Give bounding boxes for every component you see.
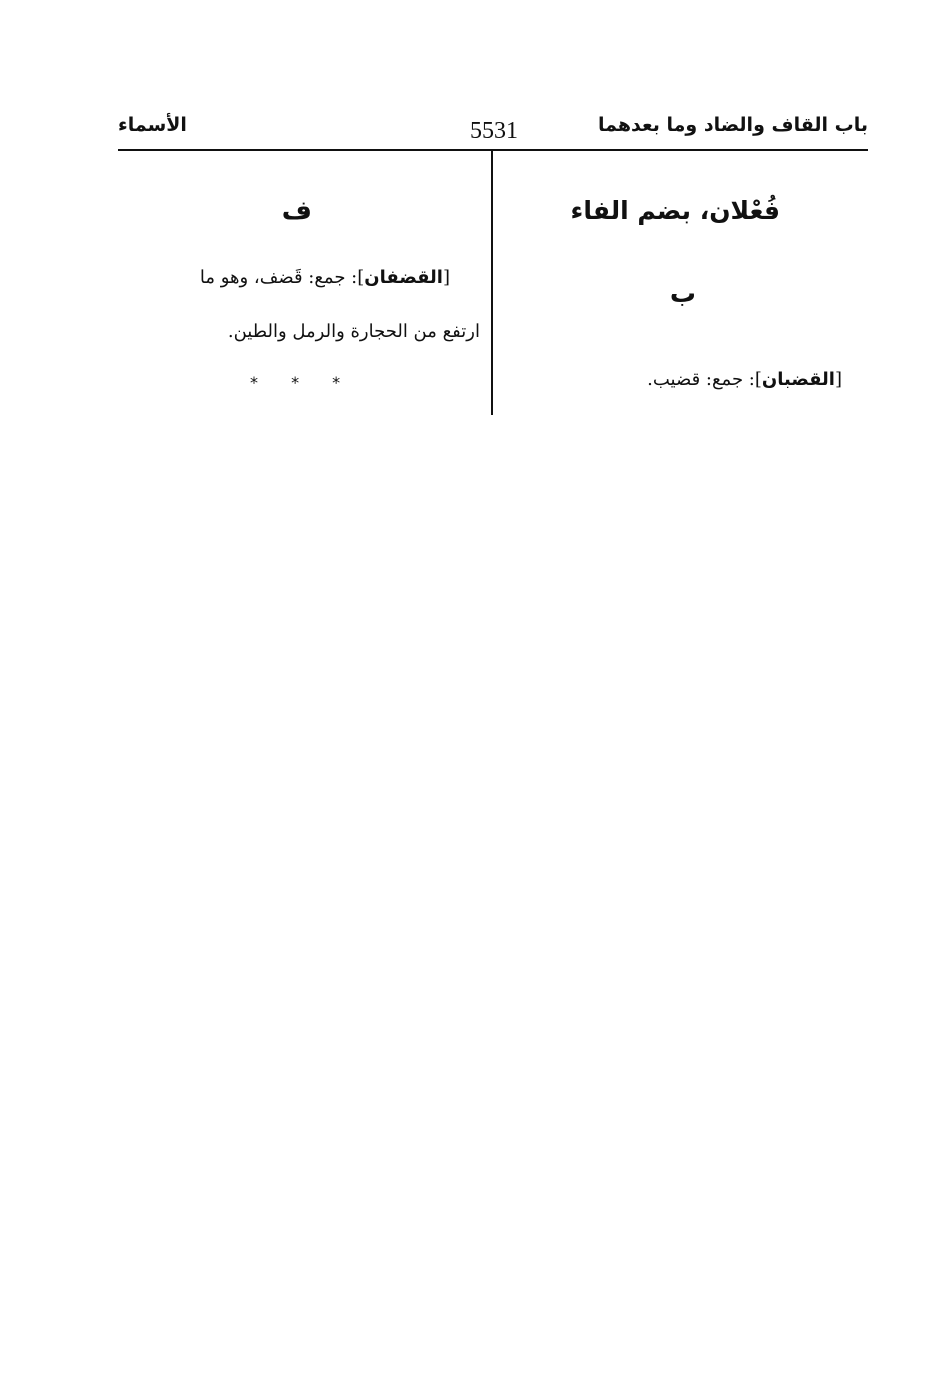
letter-heading-ba: ب [669,279,696,309]
dictionary-entry-qudban [647,371,842,389]
open-bracket: [ [442,267,450,288]
open-bracket: [ [834,369,842,390]
entry-definition: ]: جمع: قَضف، وهو ما [199,267,365,288]
left-column [118,151,480,415]
entry-definition-continued: ارتفع من الحجارة والرمل والطين. [227,321,480,342]
letter-heading-fa: ف [281,196,312,226]
section-label: الأسماء [118,114,187,136]
dictionary-entry-qudfan [200,269,450,287]
chapter-title: باب القاف والضاد وما بعدهما [598,114,868,136]
right-column [508,151,868,415]
entry-definition: ]: جمع: قضيب. [647,369,762,390]
entry-term: القضفان [364,267,443,288]
section-heading: فُعْلان، بضم الفاء [570,196,780,225]
page-number: 5531 [470,118,518,144]
entry-term: القضبان [761,369,835,390]
column-divider [491,151,493,415]
page-header [118,108,868,150]
section-end-mark: * * * [250,373,355,392]
